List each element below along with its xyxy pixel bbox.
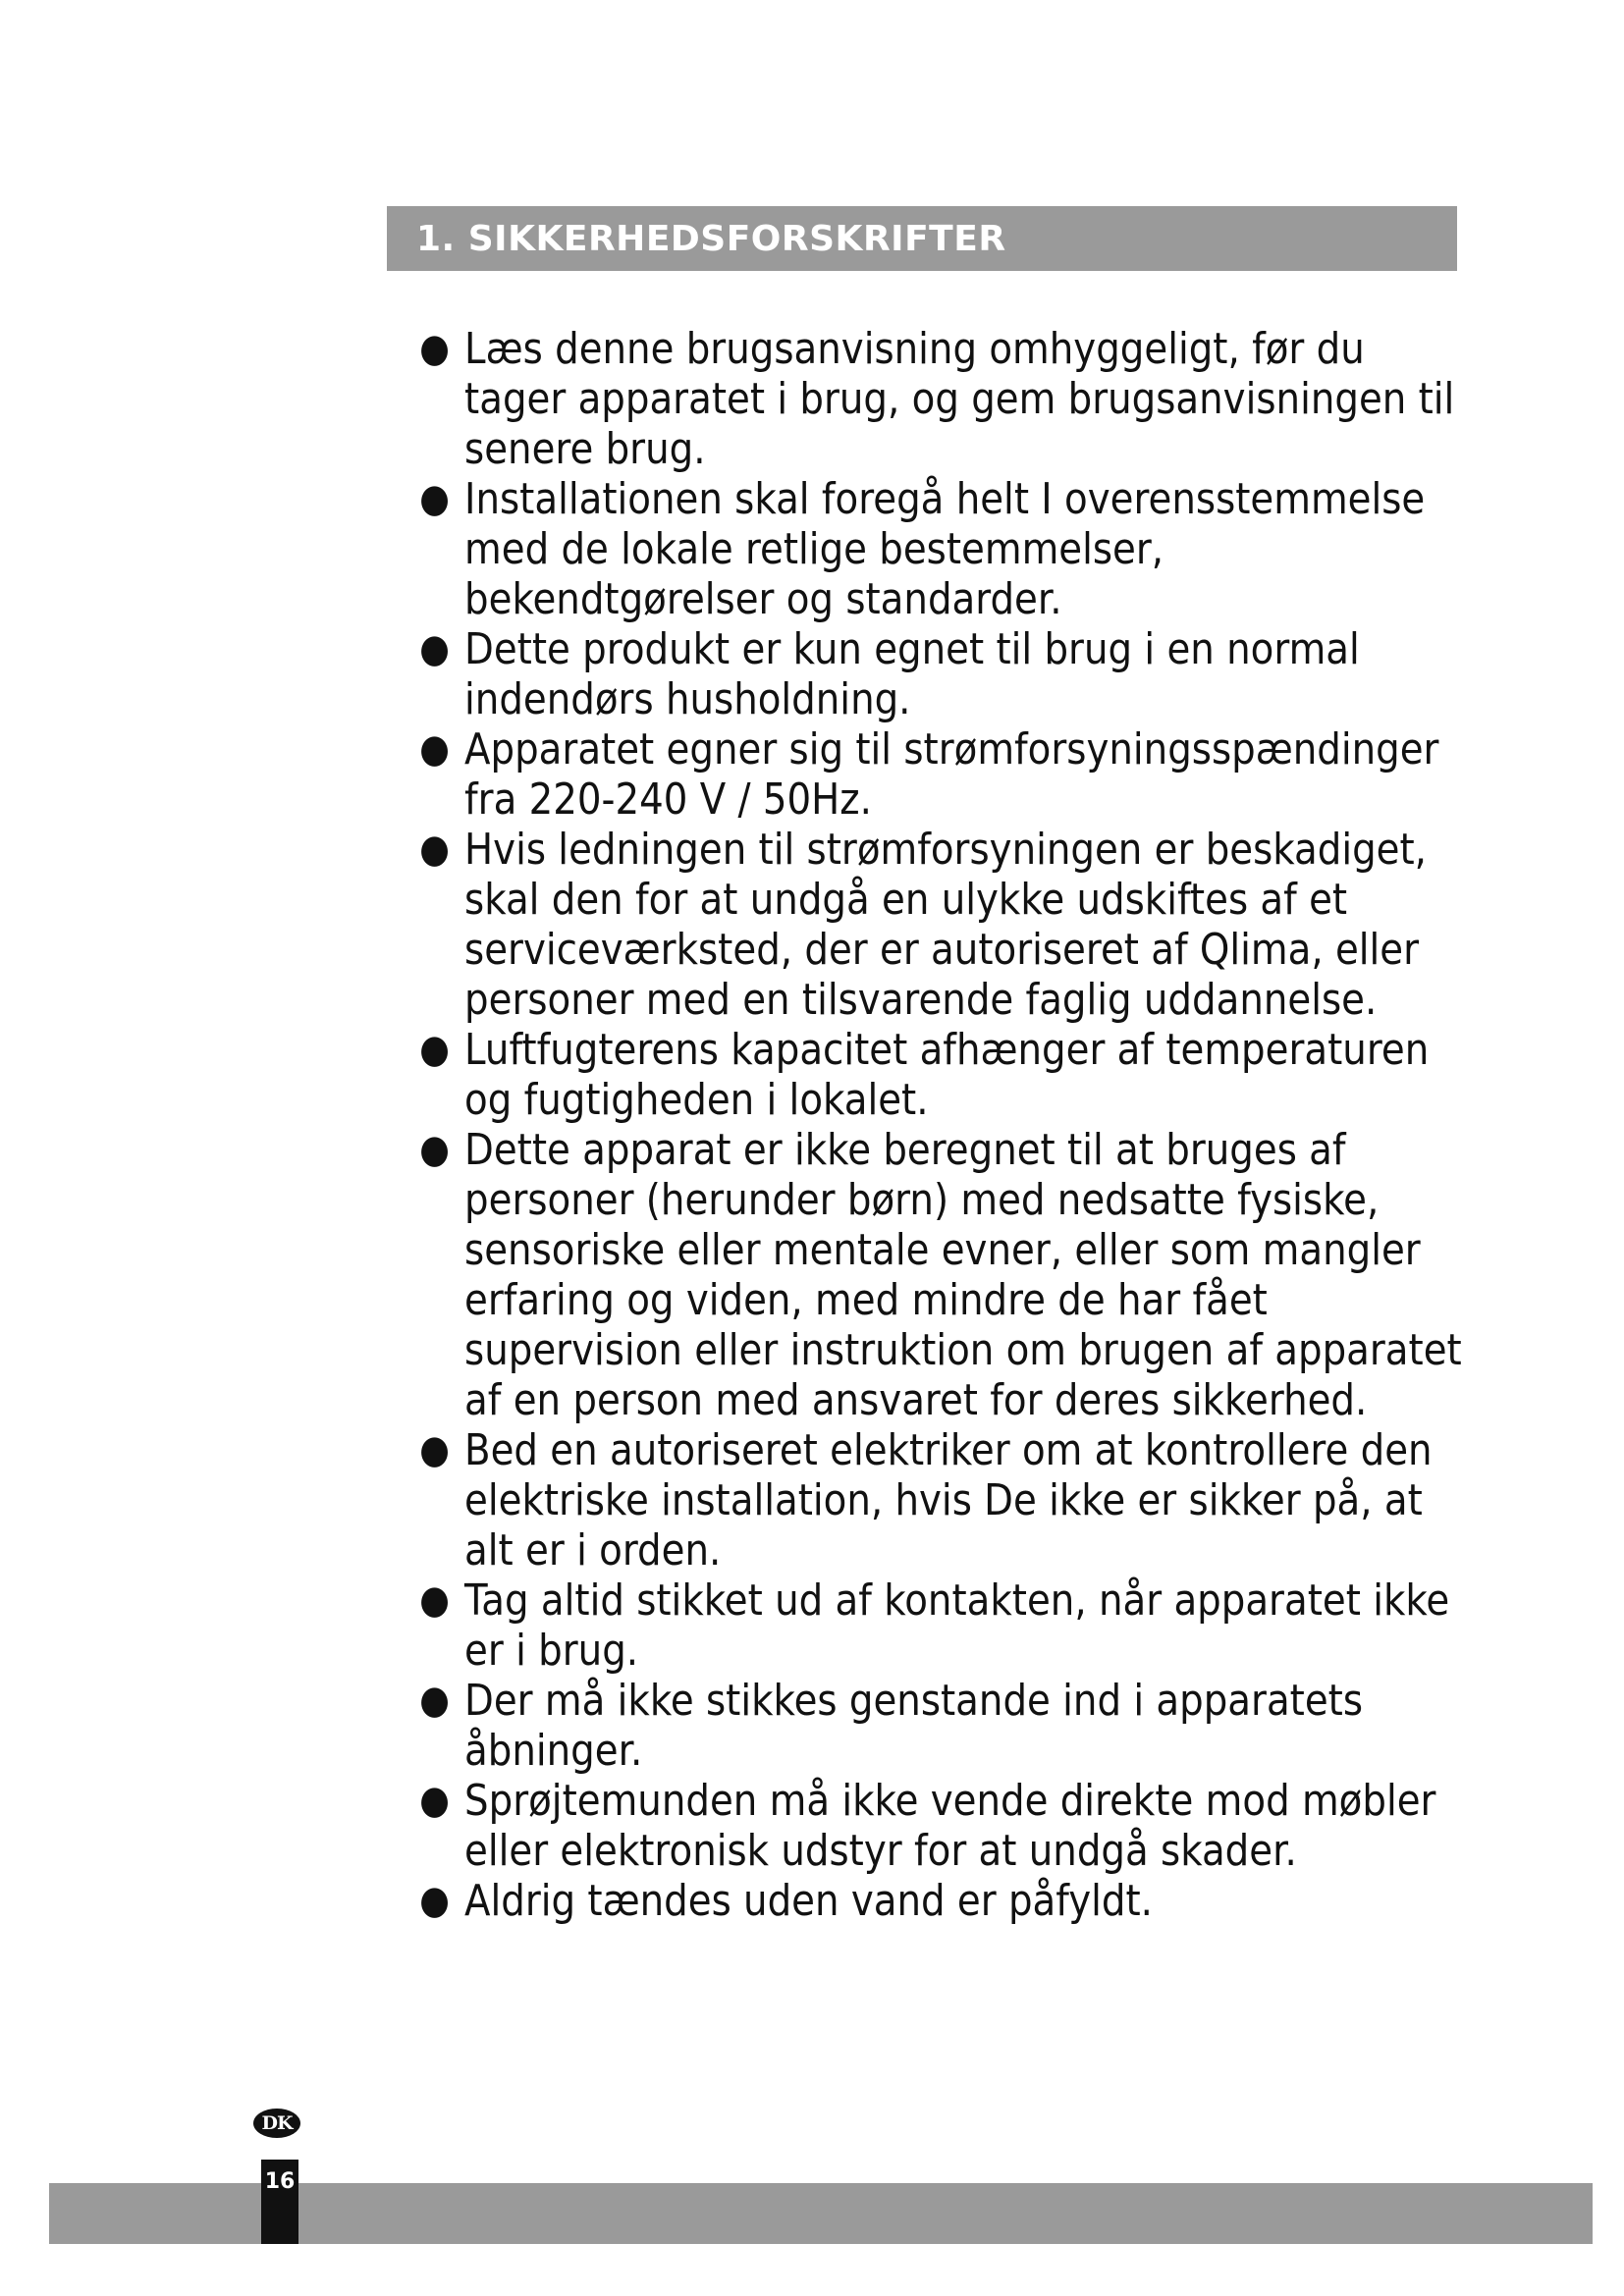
list-item — [414, 1676, 1467, 1776]
list-item-text: Læs denne brugsanvisning omhyggeligt, før du tager apparatet i brug, og gem brugsanvisningen til senere brug. — [464, 324, 1455, 474]
section-title: 1. SIKKERHEDSFORSKRIFTER — [416, 218, 1006, 259]
bullet-icon: ● — [419, 726, 450, 772]
list-item-text: Luftfugterens kapacitet afhænger af temperaturen og fugtigheden i lokalet. — [464, 1025, 1430, 1125]
bullet-icon: ● — [419, 1577, 450, 1623]
list-item — [414, 324, 1467, 474]
list-item — [414, 1575, 1467, 1676]
bullet-icon: ● — [419, 1127, 450, 1172]
bullet-icon: ● — [419, 1778, 450, 1823]
safety-instructions-list — [414, 324, 1467, 1926]
bullet-icon: ● — [419, 626, 450, 671]
list-item-text: Installationen skal foregå helt I overensstemmelse med de lokale retlige bestemmelser, bekendtgørelser og standarder. — [464, 474, 1426, 624]
bullet-icon: ● — [419, 1027, 450, 1072]
list-item-text: Dette produkt er kun egnet til brug i en normal indendørs husholdning. — [464, 624, 1360, 724]
bullet-icon: ● — [419, 827, 450, 872]
list-item-text: Aldrig tændes uden vand er påfyldt. — [464, 1876, 1153, 1926]
list-item-text: Bed en autoriseret elektriker om at kontrollere den elektriske installation, hvis De ikke er sikker på, at alt er i orden. — [464, 1425, 1433, 1575]
list-item — [414, 1876, 1467, 1926]
section-header — [387, 206, 1457, 271]
bullet-icon: ● — [419, 326, 450, 371]
list-item — [414, 1025, 1467, 1125]
list-item — [414, 624, 1467, 724]
list-item — [414, 1125, 1467, 1425]
list-item — [414, 825, 1467, 1025]
list-item-text: Tag altid stikket ud af kontakten, når apparatet ikke er i brug. — [464, 1575, 1450, 1676]
list-item — [414, 474, 1467, 624]
page-number: 16 — [264, 2169, 296, 2194]
bullet-icon: ● — [419, 1878, 450, 1923]
list-item-text: Dette apparat er ikke beregnet til at bruges af personer (herunder børn) med nedsatte fysiske, sensoriske eller mentale evner, eller som mangler erfaring og viden, med mindre de har fået supervision eller instruktion om brugen af apparatet af en person med ansvaret for deres sikkerhed. — [464, 1125, 1462, 1425]
list-item-text: Apparatet egner sig til strømforsyningsspændinger fra 220-240 V / 50Hz. — [464, 724, 1439, 825]
list-item-text: Der må ikke stikkes genstande ind i apparatets åbninger. — [464, 1676, 1364, 1776]
list-item — [414, 724, 1467, 825]
bullet-icon: ● — [419, 1678, 450, 1723]
list-item — [414, 1425, 1467, 1575]
bullet-icon: ● — [419, 476, 450, 521]
language-badge: DK — [253, 2109, 300, 2138]
bullet-icon: ● — [419, 1427, 450, 1472]
list-item-text: Sprøjtemunden må ikke vende direkte mod møbler eller elektronisk udstyr for at undgå skader. — [464, 1776, 1436, 1876]
list-item — [414, 1776, 1467, 1876]
list-item-text: Hvis ledningen til strømforsyningen er beskadiget, skal den for at undgå en ulykke udskiftes af et serviceværksted, der er autoriseret af Qlima, eller personer med en tilsvarende faglig uddannelse. — [464, 825, 1427, 1025]
